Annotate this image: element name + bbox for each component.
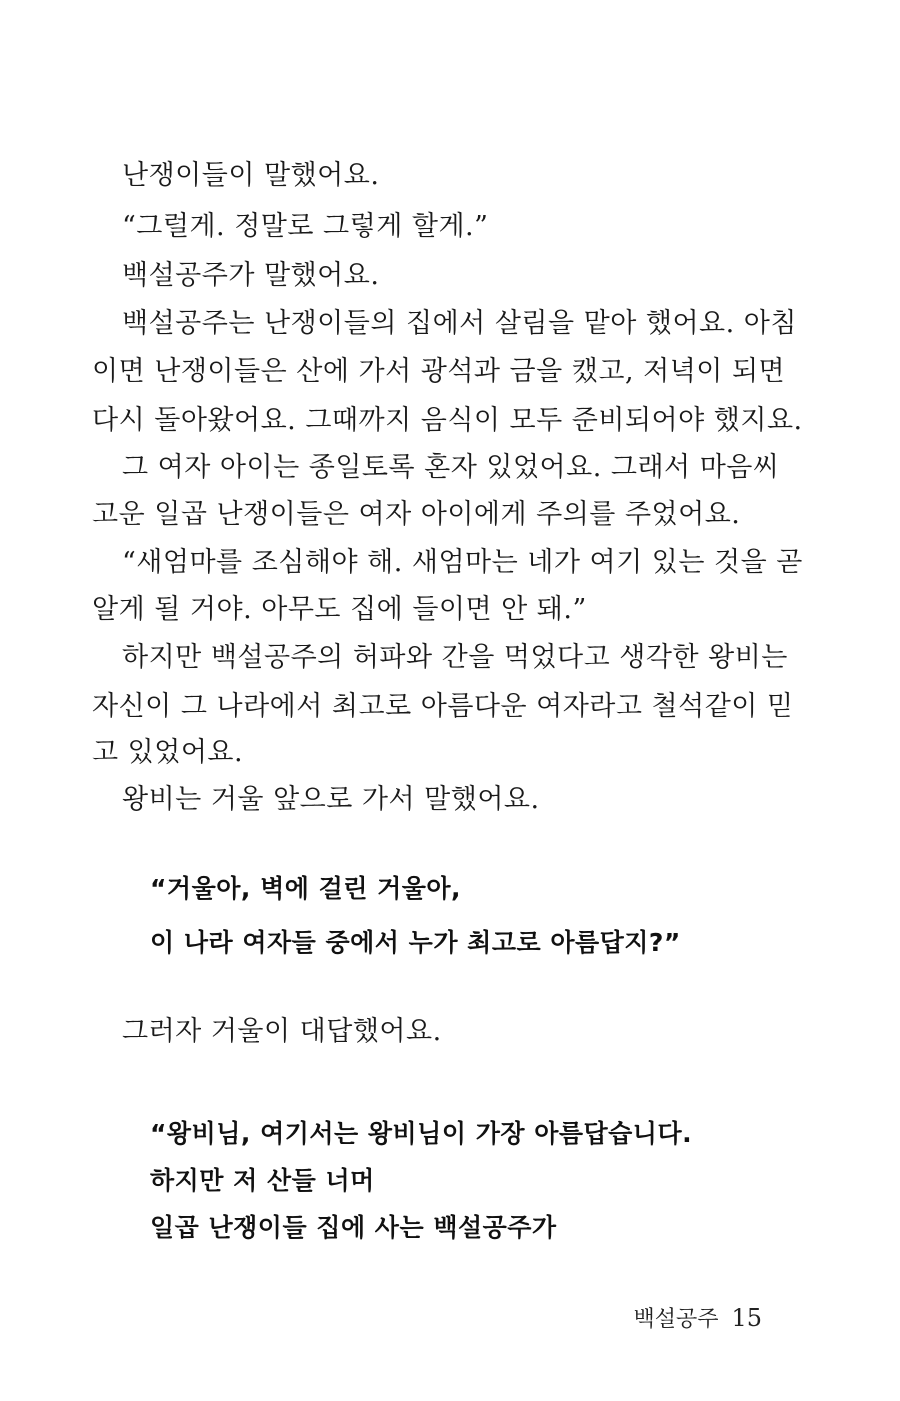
body-line: 백설공주는 난쟁이들의 집에서 살림을 맡아 했어요. 아침 (122, 308, 797, 339)
body-line: 백설공주가 말했어요. (122, 260, 380, 291)
body-line: 고 있었어요. (92, 737, 244, 768)
body-line: 알게 될 거야. 아무도 집에 들이면 안 돼.” (92, 594, 587, 625)
body-line: 다시 돌아왔어요. 그때까지 음식이 모두 준비되어야 했지요. (92, 405, 803, 436)
verse-line: 하지만 저 산들 너머 (150, 1166, 375, 1195)
body-line: 자신이 그 나라에서 최고로 아름다운 여자라고 철석같이 믿 (92, 691, 794, 722)
verse-line: 이 나라 여자들 중에서 누가 최고로 아름답지?” (150, 928, 681, 957)
footer-book-title: 백설공주 (633, 1307, 719, 1332)
body-line: “새엄마를 조심해야 해. 새엄마는 네가 여기 있는 것을 곧 (122, 547, 803, 578)
verse-line: 일곱 난쟁이들 집에 사는 백설공주가 (150, 1213, 557, 1242)
body-line: 고운 일곱 난쟁이들은 여자 아이에게 주의를 주었어요. (92, 499, 741, 530)
body-line: 왕비는 거울 앞으로 가서 말했어요. (122, 784, 540, 815)
page-footer (633, 1303, 762, 1335)
body-line: “그럴게. 정말로 그렇게 할게.” (122, 211, 489, 242)
body-line: 난쟁이들이 말했어요. (122, 160, 380, 191)
footer-page-number: 15 (731, 1304, 762, 1332)
body-line: 그 여자 아이는 종일토록 혼자 있었어요. 그래서 마음씨 (122, 452, 780, 483)
verse-line: “거울아, 벽에 걸린 거울아, (150, 874, 462, 903)
verse-line: “왕비님, 여기서는 왕비님이 가장 아름답습니다. (150, 1119, 693, 1148)
body-line: 이면 난쟁이들은 산에 가서 광석과 금을 캤고, 저녁이 되면 (92, 356, 786, 387)
body-line: 하지만 백설공주의 허파와 간을 먹었다고 생각한 왕비는 (122, 642, 788, 673)
narration-line: 그러자 거울이 대답했어요. (122, 1016, 442, 1047)
